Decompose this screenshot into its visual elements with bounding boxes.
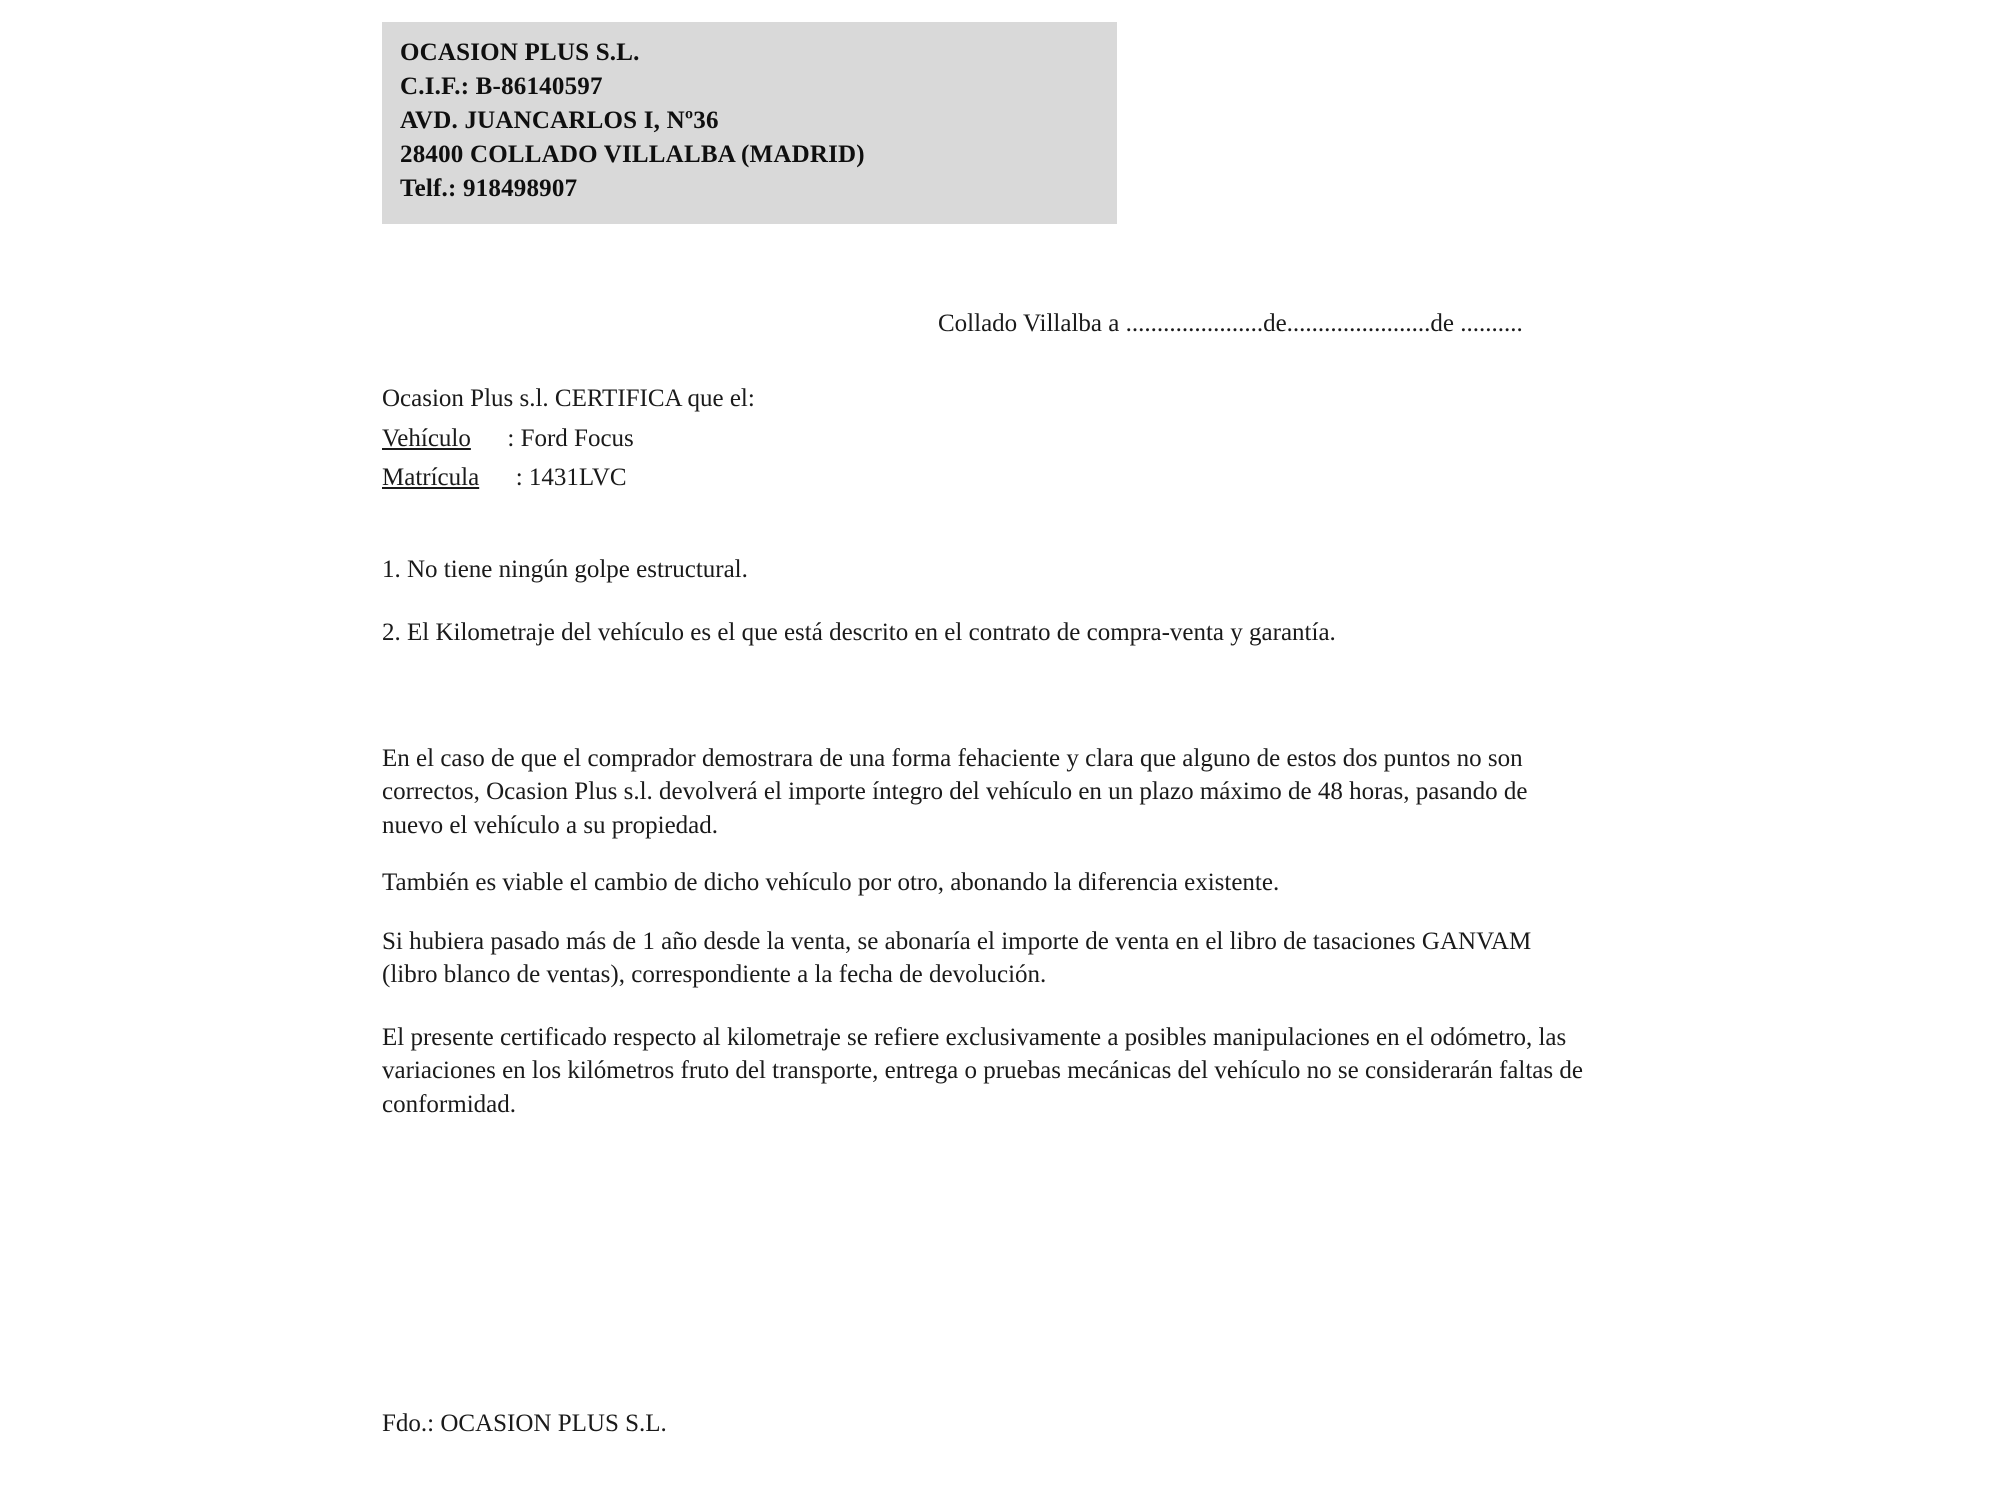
field-vehicle-value: : Ford Focus <box>507 425 634 452</box>
body-paragraph-2: También es viable el cambio de dicho vehículo por otro, abonando la diferencia existente. <box>382 869 1280 896</box>
place-and-date-line: Collado Villalba a ......................de.......................de .......... <box>938 310 1523 337</box>
company-tax-id: C.I.F.: B-86140597 <box>400 73 603 100</box>
company-city-address: 28400 COLLADO VILLALBA (MADRID) <box>400 141 865 168</box>
body-paragraph-3: Si hubiera pasado más de 1 año desde la venta, se abonaría el importe de venta en el libro de tasaciones GANVAM (libro blanco de ventas), correspondiente a la fecha de devolución. <box>382 928 1532 989</box>
company-street-address: AVD. JUANCARLOS I, Nº36 <box>400 107 719 134</box>
company-letterhead <box>382 22 1117 224</box>
field-plate-label: Matrícula <box>382 464 480 491</box>
certification-point-1: 1. No tiene ningún golpe estructural. <box>382 556 748 583</box>
field-plate-value: : 1431LVC <box>515 464 627 491</box>
field-plate <box>382 464 627 492</box>
field-vehicle-label: Vehículo <box>382 425 471 452</box>
company-name: OCASION PLUS S.L. <box>400 39 640 66</box>
body-paragraph-4: El presente certificado respecto al kilometraje se refiere exclusivamente a posibles manipulaciones en el odómetro, las variaciones en los kilómetros fruto del transporte, entrega o pruebas mecánicas del vehículo no se considerarán faltas de conformidad. <box>382 1024 1583 1118</box>
signature-line: Fdo.: OCASION PLUS S.L. <box>382 1410 667 1437</box>
certification-intro: Ocasion Plus s.l. CERTIFICA que el: <box>382 385 755 412</box>
certification-point-2: 2. El Kilometraje del vehículo es el que está descrito en el contrato de compra-venta y garantía. <box>382 619 1336 646</box>
company-phone: Telf.: 918498907 <box>400 175 578 202</box>
body-paragraph-1: En el caso de que el comprador demostrara de una forma fehaciente y clara que alguno de estos dos puntos no son correctos, Ocasion Plus s.l. devolverá el importe íntegro del vehículo en un plazo máximo de 48 horas, pasando de nuevo el vehículo a su propiedad. <box>382 745 1528 839</box>
field-vehicle <box>382 425 634 453</box>
